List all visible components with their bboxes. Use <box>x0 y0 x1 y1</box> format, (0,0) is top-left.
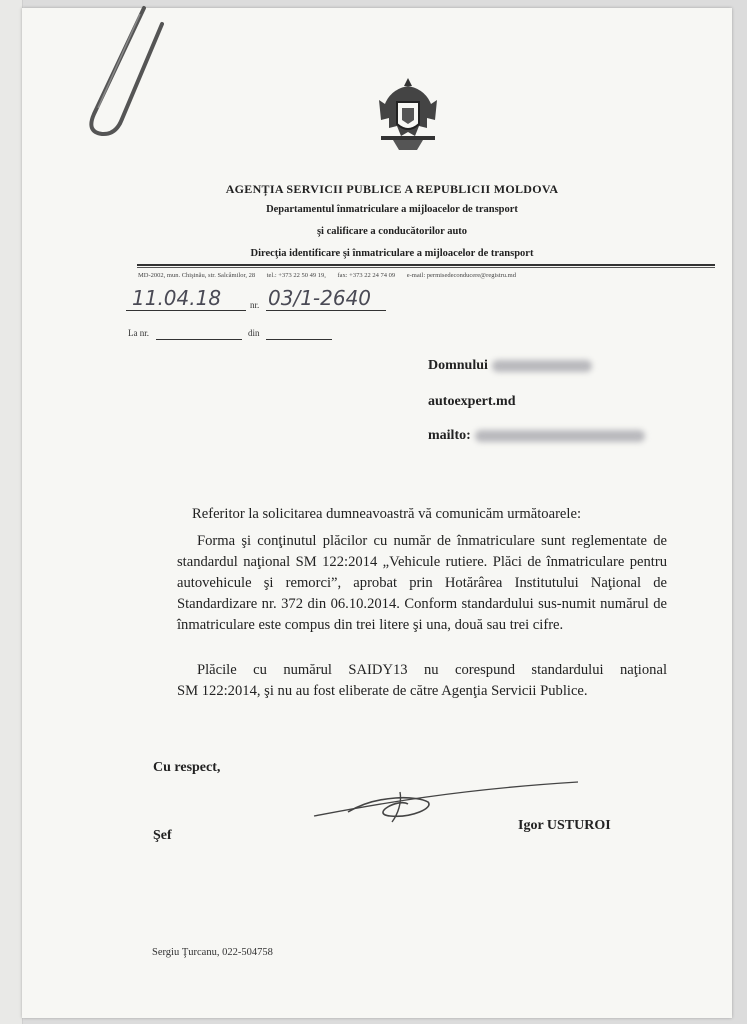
contact-fax: fax: +373 22 24 74 09 <box>337 272 396 279</box>
recipient-domnului <box>428 358 592 374</box>
letter-page <box>22 8 732 1018</box>
header-rule <box>137 264 715 266</box>
mailto-label: mailto: <box>428 428 471 443</box>
p2-line-2: SM 122:2014, şi nu au fost eliberate de către Agenţia Servicii Publice. <box>177 683 588 699</box>
din-label: din <box>248 328 260 338</box>
paragraph-1 <box>177 531 667 636</box>
redacted-name <box>492 360 592 372</box>
agency-name: AGENȚIA SERVICII PUBLICE A REPUBLICII MOLDOVA <box>225 182 559 196</box>
recipient-org: autoexpert.md <box>428 394 516 409</box>
la-nr-line <box>156 339 242 340</box>
p1-line-2: standardul naţional SM 122:2014 „Vehicule rutiere. Plăci de înmatriculare pentru <box>177 554 667 570</box>
p1-line-5: înmatriculare este compus din trei litere şi una, două sau trei cifre. <box>177 617 564 633</box>
contact-tel: tel.: +373 22 50 49 19, <box>266 272 326 279</box>
domnului-label: Domnului <box>428 358 488 373</box>
coat-of-arms-emblem <box>375 74 441 158</box>
p1-line-1: Forma şi conţinutul plăcilor cu număr de înmatriculare sunt reglementate de <box>197 533 667 549</box>
redacted-email <box>475 430 645 442</box>
signatory-title: Şef <box>153 828 172 843</box>
signatory-name: Igor USTUROI <box>518 818 611 833</box>
intro-paragraph: Referitor la solicitarea dumneavoastră vă comunicăm următoarele: <box>192 506 581 522</box>
p1-line-4: Standardizare nr. 372 din 06.10.2014. Conform standardului sus-numit numărul de <box>177 596 667 612</box>
p1-line-3: autovehicule şi remorci”, aprobat prin Hotărârea Institutului Naţional de <box>177 575 667 591</box>
executor-contact: Sergiu Ţurcanu, 022-504758 <box>152 947 273 958</box>
number-handwritten: 03/1-2640 <box>268 286 372 310</box>
p2-line-1: Plăcile cu numărul SAIDY13 nu corespund standardului naţional <box>197 662 667 678</box>
header-rule-thin <box>137 267 715 268</box>
contact-address: MD-2002, mun. Chişinău, str. Salcâmilor, 28 <box>138 272 256 279</box>
department-line-1: Departamentul înmatriculare a mijloacelor de transport <box>266 204 518 215</box>
contact-email: e-mail: permisedeconducere@registru.md <box>406 272 516 279</box>
department-line-2: şi calificare a conducătorilor auto <box>316 226 468 237</box>
date-field <box>126 286 246 311</box>
date-handwritten: 11.04.18 <box>132 286 222 310</box>
paragraph-2 <box>177 660 667 702</box>
number-field <box>266 286 386 311</box>
closing-regards: Cu respect, <box>153 760 221 775</box>
directorate-name: Direcţia identificare şi înmatriculare a mijloacelor de transport <box>250 248 534 259</box>
recipient-mailto <box>428 428 645 444</box>
nr-label: nr. <box>250 300 260 310</box>
la-nr-label: La nr. <box>128 328 149 338</box>
scan-left-edge <box>0 0 23 1024</box>
paperclip-image <box>74 4 164 144</box>
contact-line <box>138 272 718 279</box>
din-line <box>266 339 332 340</box>
